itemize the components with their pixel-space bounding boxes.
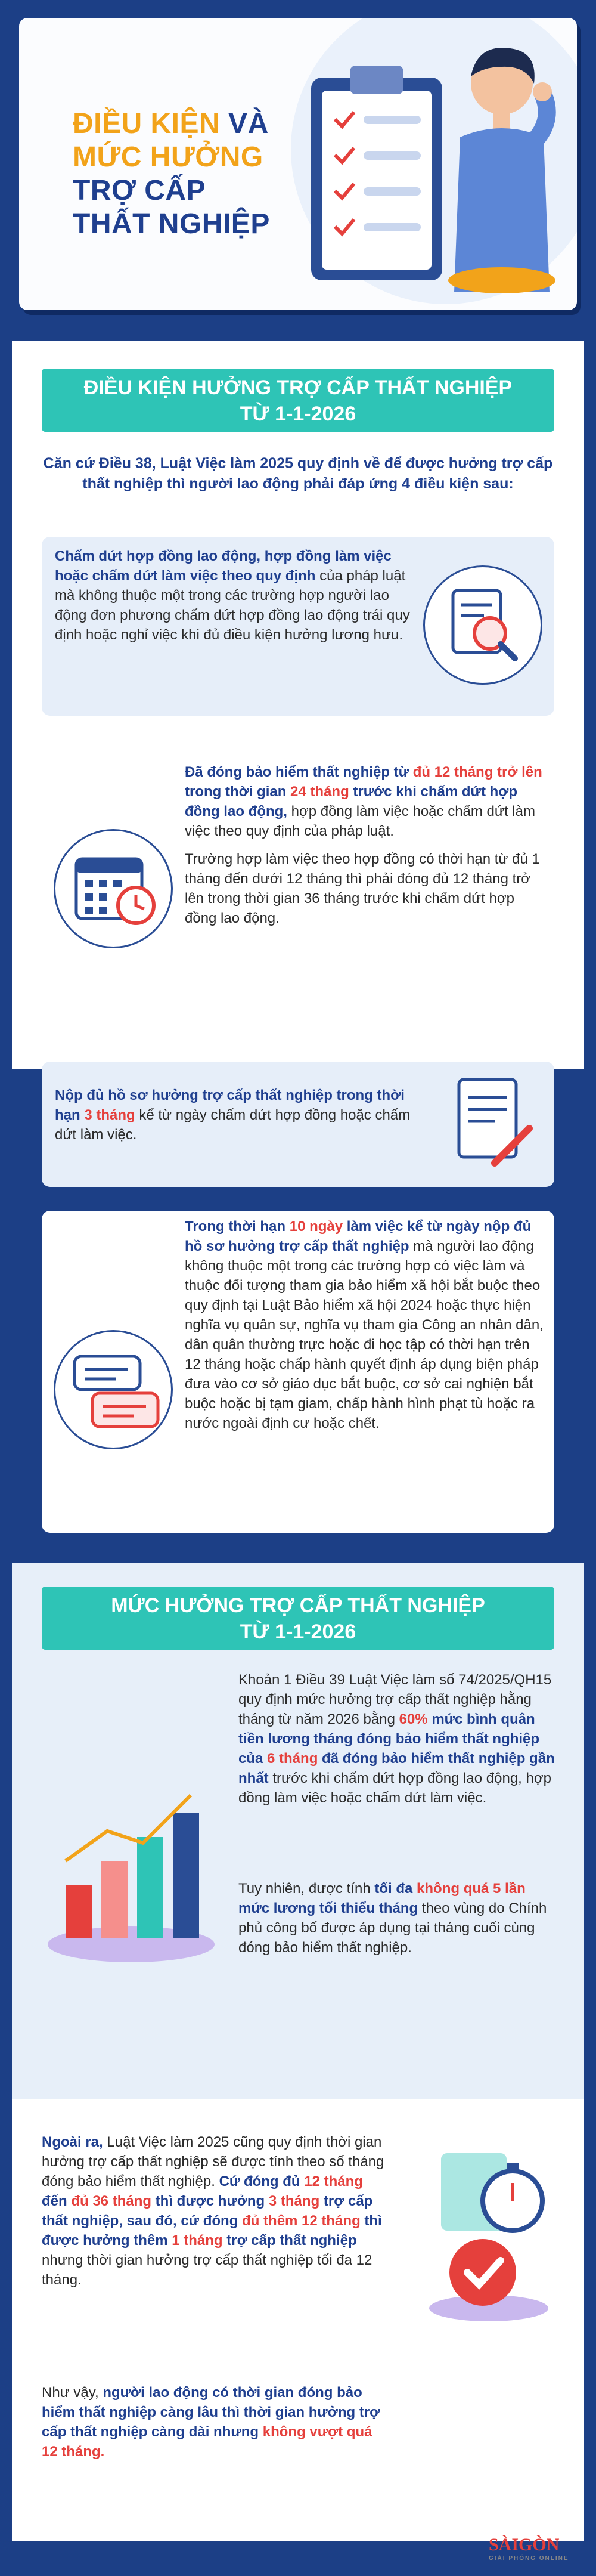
benefit-p2-d: không quá 5 lần <box>417 1881 526 1897</box>
benefit-p3-j: đủ thêm 12 tháng <box>242 2213 361 2229</box>
benefit-paragraph-3 <box>42 2132 387 2290</box>
condition-2-part-b: đủ 12 tháng trở lên <box>412 764 542 780</box>
condition-2-part-c: trong thời gian <box>185 784 291 800</box>
condition-4-part-a: Trong thời hạn <box>185 1219 290 1235</box>
condition-card-4-text <box>185 1217 548 1433</box>
benefit-p1-c: mức bình quân tiền lương tháng đóng bảo hiểm thất nghiệp của <box>238 1711 540 1767</box>
benefit-p3-l: 1 tháng <box>172 2232 223 2249</box>
hero-banner <box>19 18 577 310</box>
benefit-p3-c: Cứ đóng đủ <box>219 2173 305 2190</box>
benefit-p1-a: Khoản 1 Điều 39 Luật Việc làm số 74/2025/QH15 quy định mức hưởng trợ cấp thất nghiệp hằng tháng từ năm 2026 bằng <box>238 1672 552 1727</box>
condition-card-3 <box>42 1062 554 1187</box>
condition-card-1-text <box>55 546 418 645</box>
document-magnifier-icon <box>442 585 526 668</box>
brand-logo-sub: GIẢI PHÓNG ONLINE <box>489 2555 569 2562</box>
benefit-p4-b: người lao động có thời gian đóng bảo hiểm thất nghiệp càng lâu thì thời gian hưởng trợ cấp thất nghiệp càng dài nhưng <box>42 2385 380 2440</box>
brand-logo[interactable] <box>489 2535 569 2562</box>
condition-2-note: Trường hợp làm việc theo hợp đồng có thời hạn từ đủ 1 tháng đến dưới 12 tháng thì phải đóng đủ 12 tháng trở lên trong thời gian 36 tháng trước khi chấm dứt hợp đồng lao động. <box>185 851 540 926</box>
condition-3-part-c: kể từ ngày chấm dứt hợp đồng hoặc chấm dứt làm việc. <box>55 1107 411 1143</box>
conditions-ribbon-line-1: ĐIỀU KIỆN HƯỞNG TRỢ CẤP THẤT NGHIỆP <box>83 376 513 399</box>
condition-1-body: của pháp luật mà không thuộc một trong các trường hợp người lao động đơn phương chấm dứt hợp đồng lao động trái quy định hoặc nghỉ việc khi đủ điều kiện hưởng lương hưu. <box>55 568 410 643</box>
condition-2-part-a: Đã đóng bảo hiểm thất nghiệp từ <box>185 764 413 780</box>
benefit-p3-b: Luật Việc làm 2025 cũng quy định thời gian hưởng trợ cấp thất nghiệp sẽ được tính theo số tháng đóng bảo hiểm thất nghiệp. <box>42 2134 384 2190</box>
chat-bubbles-icon <box>69 1348 164 1431</box>
benefit-p1-e: đã đóng bảo hiểm thất nghiệp gần nhất <box>238 1751 555 1786</box>
condition-2-part-e: trước khi chấm dứt hợp đồng lao động, <box>185 784 517 820</box>
title-part-va: VÀ <box>228 108 269 140</box>
benefit-p3-d: 12 tháng <box>304 2173 363 2190</box>
benefit-p4-d: không vượt quá 12 tháng. <box>42 2424 372 2460</box>
benefit-p3-a: Ngoài ra, <box>42 2134 103 2150</box>
benefit-paragraph-1 <box>238 1670 560 1808</box>
condition-card-3-text <box>55 1086 424 1145</box>
brand-logo-name: SÀIGÒN <box>489 2535 560 2555</box>
benefit-p3-f: đủ 36 tháng <box>71 2193 152 2209</box>
title-line-3: TRỢ CẤP <box>73 175 206 206</box>
benefit-p3-e: đến <box>42 2193 72 2209</box>
condition-card-1 <box>42 537 554 716</box>
conditions-ribbon <box>42 369 554 432</box>
checkmark-shield-icon <box>449 2239 516 2306</box>
title-line-1 <box>73 107 270 141</box>
benefit-p3-k: thì được hưởng thêm <box>42 2213 382 2249</box>
benefit-p3-h: 3 tháng <box>268 2193 320 2209</box>
benefit-p3-g: thì được hưởng <box>151 2193 269 2209</box>
benefit-p1-f: trước khi chấm dứt hợp đồng lao động, hợp đồng làm việc hoặc chấm dứt làm việc. <box>238 1770 551 1806</box>
condition-card-4 <box>42 1211 554 1533</box>
condition-2-part-d: 24 tháng <box>290 784 349 800</box>
condition-4-part-d: mà người lao động không thuộc một trong các trường hợp có việc làm và thuộc đối tượng tham gia bảo hiểm xã hội bắt buộc theo quy định tại Luật Bảo hiểm xã hội 2024 hoặc thực hiện nghĩa vụ quân sự, nghĩa vụ tham gia Công an nhân dân, dân quân thường trực hoặc đi học tập có thời hạn trên 12 tháng hoặc chấp hành quyết định áp dụng biện pháp đưa vào cơ sở giáo dục bắt buộc, cơ sở cai nghiện bắt buộc hoặc bị tạm giam, chấp hành hình phạt tù hoặc ra nước ngoài định cư hoặc chết. <box>185 1238 544 1431</box>
benefit-ribbon-line-1: MỨC HƯỞNG TRỢ CẤP THẤT NGHIỆP <box>111 1594 485 1617</box>
title-part-dieu-kien: ĐIỀU KIỆN <box>73 108 221 140</box>
condition-4-part-c: làm việc kể từ ngày nộp đủ hồ sơ hưởng trợ cấp thất nghiệp <box>185 1219 532 1254</box>
benefit-p1-d: 6 tháng <box>267 1751 318 1767</box>
benefit-p3-n: nhưng thời gian hưởng trợ cấp thất nghiệp tối đa 12 tháng. <box>42 2252 372 2288</box>
page-title <box>73 107 270 241</box>
condition-2-part-f: hợp đồng làm việc hoặc chấm dứt làm việc theo quy định của pháp luật. <box>185 803 535 839</box>
benefit-p4-c <box>259 2424 263 2440</box>
benefit-p3-m: trợ cấp thất nghiệp <box>222 2232 357 2249</box>
benefit-paragraph-4 <box>42 2383 387 2461</box>
condition-card-2 <box>42 740 554 1038</box>
condition-card-2-text <box>185 762 542 928</box>
benefit-p2-f: theo vùng do Chính phủ công bố được áp dụng tại tháng cuối cùng đóng bảo hiểm thất nghiệp. <box>238 1900 547 1956</box>
title-line-4: THẤT NGHIỆP <box>73 208 270 240</box>
benefit-ribbon <box>42 1587 554 1650</box>
bar-chart-icon <box>42 1789 226 1968</box>
person-icon <box>436 30 567 304</box>
benefit-p1-b: 60% <box>399 1711 428 1727</box>
clipboard-checklist-icon <box>299 54 454 292</box>
benefit-p4-a: Như vậy, <box>42 2385 103 2401</box>
benefit-p2-e: mức lương tối thiểu tháng <box>238 1900 418 1916</box>
conditions-ribbon-line-2: TỪ 1-1-2026 <box>240 403 356 425</box>
condition-3-part-b: 3 tháng <box>84 1107 135 1123</box>
calendar-clock-icon <box>70 847 160 930</box>
benefit-ribbon-line-2: TỪ 1-1-2026 <box>240 1621 356 1643</box>
benefit-p2-b: tối đa <box>374 1881 413 1897</box>
benefit-p2-a: Tuy nhiên, được tính <box>238 1881 375 1897</box>
document-pen-icon <box>447 1074 536 1175</box>
benefit-p3-i: trợ cấp thất nghiệp, sau đó, cứ đóng <box>42 2193 373 2229</box>
condition-3-part-a: Nộp đủ hồ sơ hưởng trợ cấp thất nghiệp trong thời hạn <box>55 1087 405 1123</box>
condition-1-highlight: Chấm dứt hợp đồng lao động, hợp đồng làm việc hoặc chấm dứt làm việc theo quy định <box>55 548 392 584</box>
benefit-paragraph-2 <box>238 1879 560 1957</box>
stopwatch-icon <box>417 2135 560 2326</box>
title-line-2: MỨC HƯỞNG <box>73 141 263 173</box>
condition-4-part-b: 10 ngày <box>289 1219 343 1235</box>
conditions-intro: Căn cứ Điều 38, Luật Việc làm 2025 quy định về để được hưởng trợ cấp thất nghiệp thì người lao động phải đáp ứng 4 điều kiện sau: <box>43 455 553 492</box>
